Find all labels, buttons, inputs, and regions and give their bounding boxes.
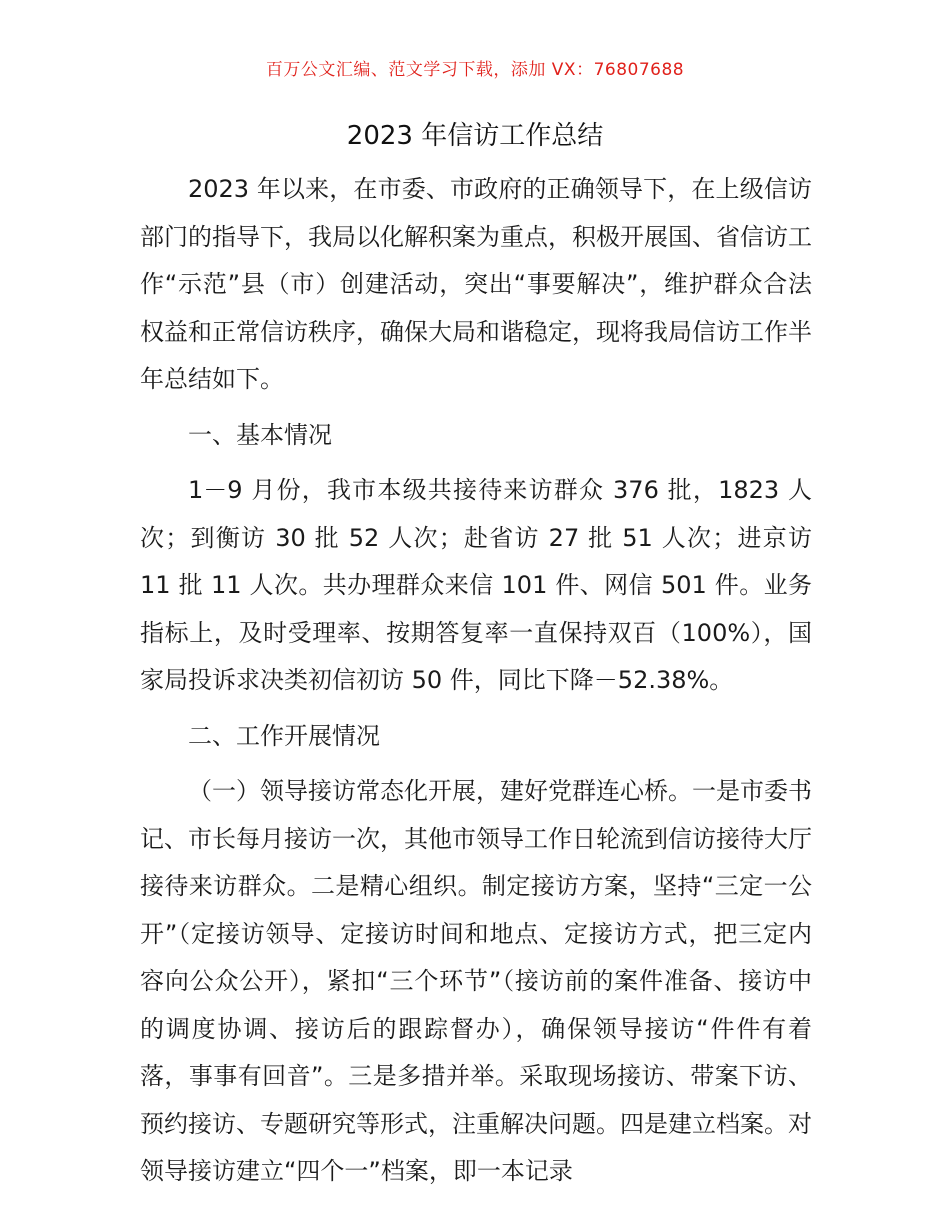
document-body bbox=[140, 166, 812, 1204]
statistics-paragraph: 1－9 月份，我市本级共接待来访群众 376 批，1823 人次；到衡访 30 批 52 人次；赴省访 27 批 51 人次；进京访 11 批 11 人次。共办理群众来信 101 件、网信 501 件。业务指标上，及时受理率、按期答复率一直保持双百（100%），国家局投诉求决类初信初访 50 件，同比下降－52.38%。 bbox=[140, 476, 812, 694]
document-title: 2023 年信访工作总结 bbox=[346, 121, 604, 151]
leadership-paragraph: （一）领导接访常态化开展，建好党群连心桥。一是市委书记、市长每月接访一次，其他市领导工作日轮流到信访接待大厅接待来访群众。二是精心组织。制定接访方案，坚持“三定一公开”（定接访领导、定接访时间和地点、定接访方式，把三定内容向公众公开），紧扣“三个环节”（接访前的案件准备、接访中的调度协调、接访后的跟踪督办），确保领导接访“件件有着落，事事有回音”。三是多措并举。采取现场接访、带案下访、预约接访、专题研究等形式，注重解决问题。四是建立档案。对领导接访建立“四个一”档案，即一本记录 bbox=[140, 777, 812, 1185]
watermark-banner: 百万公文汇编、范文学习下载，添加 VX：76807688 bbox=[265, 60, 685, 80]
section-heading-basic: 一、基本情况 bbox=[188, 420, 332, 449]
intro-paragraph: 2023 年以来，在市委、市政府的正确领导下，在上级信访部门的指导下，我局以化解积案为重点，积极开展国、省信访工作“示范”县（市）创建活动，突出“事要解决”，维护群众合法权益和正常信访秩序，确保大局和谐稳定，现将我局信访工作半年总结如下。 bbox=[140, 175, 812, 393]
section-heading-work: 二、工作开展情况 bbox=[188, 721, 380, 750]
